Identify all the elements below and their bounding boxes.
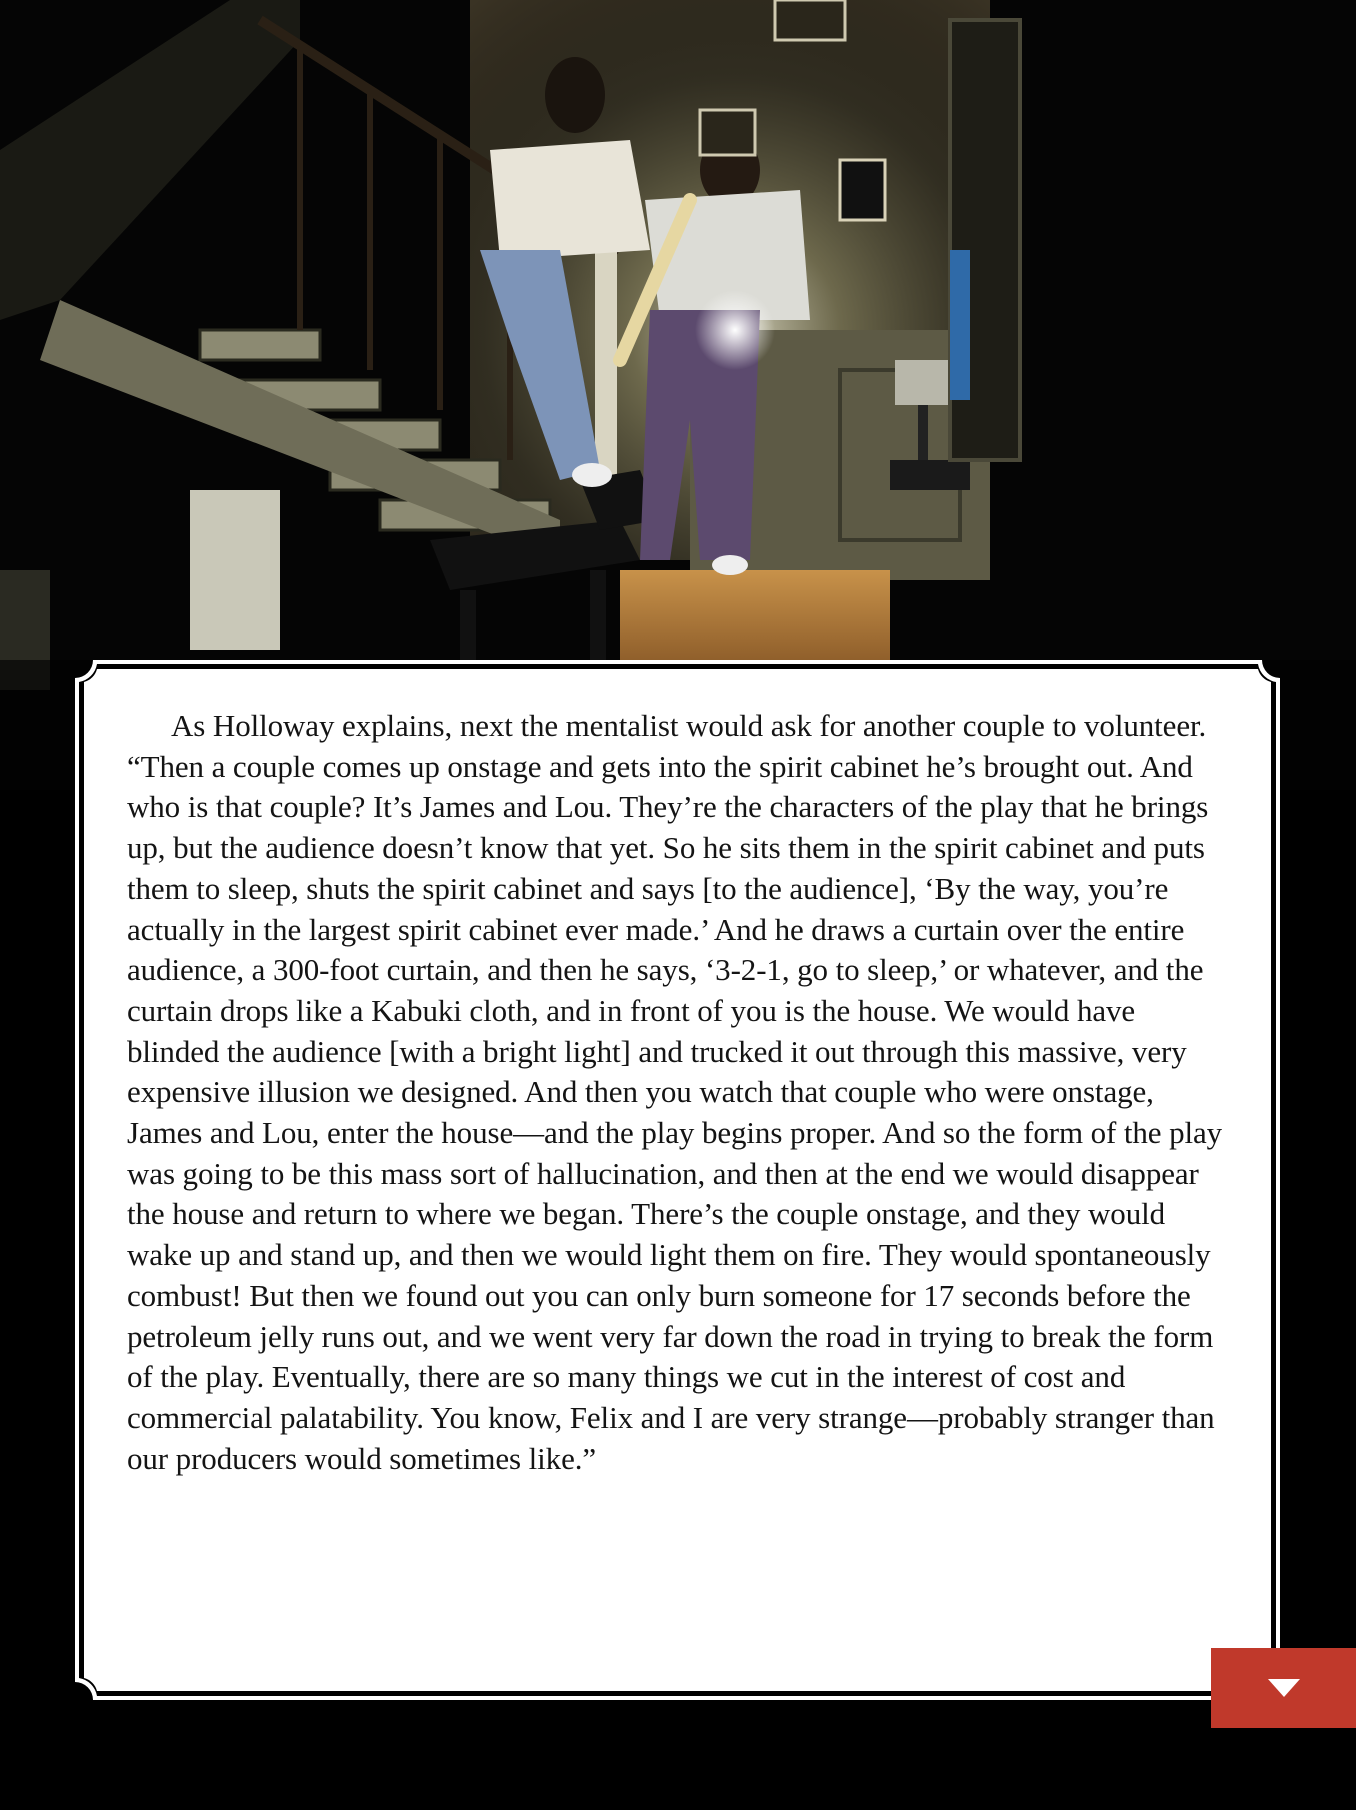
article-card: [75, 660, 1280, 1700]
chevron-down-icon: [1268, 1679, 1300, 1697]
next-page-button[interactable]: [1211, 1648, 1356, 1728]
article-paragraph: As Holloway explains, next the mentalist would ask for another couple to volunteer. “Then a couple comes up onstage and gets into the spirit cabinet he’s brought out. And who is that couple? It’s James and Lou. They’re the characters of the play that he brings up, but the audience doesn’t know that yet. So he sits them in the spirit cabinet and puts them to sleep, shuts the spirit cabinet and says [to the audience], ‘By the way, you’re actually in the largest spirit cabinet ever made.’ And he draws a curtain over the entire audience, a 300-foot curtain, and then he says, ‘3-2-1, go to sleep,’ or whatever, and the curtain drops like a Kabuki cloth, and in front of you is the house. We would have blinded the audience [with a bright light] and trucked it out through this massive, very expensive illusion we designed. And then you watch that couple who were onstage, James and Lou, enter the house—and the play begins proper. And so the form of the play was going to be this mass sort of hallucination, and then at the end we would disappear the house and return to where we began. There’s the couple onstage, and they would wake up and stand up, and then we would light them on fire. They would spontaneously combust! But then we found out you can only burn someone for 17 seconds before the petroleum jelly runs out, and we went very far down the road in trying to break the form of the play. Eventually, there are so many things we cut in the interest of cost and commercial palatability. You know, Felix and I are very strange—probably stranger than our producers would sometimes like.”: [127, 708, 1223, 1476]
